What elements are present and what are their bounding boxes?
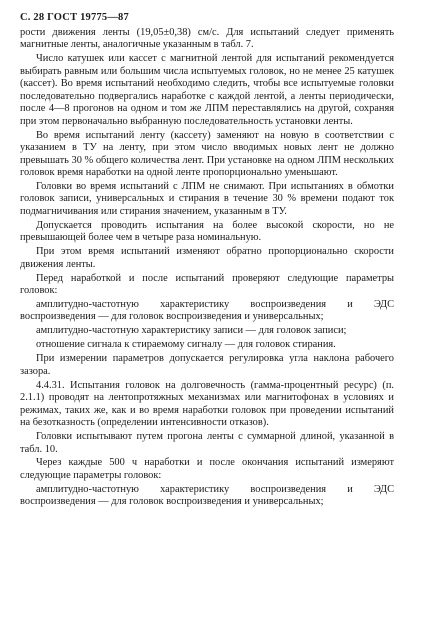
paragraph: При этом время испытаний изменяют обратно пропорционально скорости движения ленты. bbox=[20, 246, 394, 270]
paragraph: Головки во время испытаний с ЛПМ не снимают. При испытаниях в обмотки головок записи, универсальных и стирания в течение 30 % времени подают ток подмагничивания или стирания значением, указанным в ТУ. bbox=[20, 180, 394, 217]
paragraph: амплитудно-частотную характеристику воспроизведения и ЭДС воспроизведения — для головок воспроизведения и универсальных; bbox=[20, 299, 394, 323]
paragraph: Перед наработкой и после испытаний проверяют следующие параметры головок: bbox=[20, 272, 394, 297]
body-text bbox=[20, 27, 394, 509]
paragraph: рости движения ленты (19,05±0,38) см/с. Для испытаний следует применять магнитные ленты, аналогичные указанным в табл. 7. bbox=[20, 27, 394, 51]
paragraph: Число катушек или кассет с магнитной лентой для испытаний рекомендуется выбирать равным или большим числа испытуемых головок, но не менее 25 катушек (кассет). Во время испытаний необходимо следить, чтобы все испытуемые головки последовательно подвергались наработке с каждой лентой, а ленты периодически, после 4—8 прогонов на одном и том же ЛПМ переставлялись на другой, сохраняя при этом первоначально выбранную последовательность установки ленты. bbox=[20, 53, 394, 127]
section-paragraph: 4.4.31. Испытания головок на долговечность (гамма-процентный ресурс) (п. 2.1.1) проводят на лентопротяжных механизмах или магнитофонах в условиях и режимах, таких же, как и во время наработки головок при проведении испытаний на безотказность (определении интенсивности отказов). bbox=[20, 379, 394, 429]
paragraph: амплитудно-частотную характеристику воспроизведения и ЭДС воспроизведения — для головок воспроизведения и универсальных; bbox=[20, 483, 394, 508]
paragraph: Допускается проводить испытания на более высокой скорости, но не превышающей более чем в четыре раза номинальную. bbox=[20, 219, 394, 244]
page-header bbox=[20, 12, 394, 23]
paragraph: Головки испытывают путем прогона ленты с суммарной длиной, указанной в табл. 10. bbox=[20, 431, 394, 455]
paragraph: Во время испытаний ленту (кассету) заменяют на новую в соответствии с указанием в ТУ на ленту, при этом число вводимых новых лент не должно превышать 30 % общего количества лент. При установке на одном ЛПМ нескольких головок время наработки на одной ленте пропорционально уменьшают. bbox=[20, 129, 394, 178]
paragraph: отношение сигнала к стираемому сигналу — для головок стирания. bbox=[36, 339, 336, 351]
paragraph: Через каждые 500 ч наработки и после окончания испытаний измеряют следующие параметры головок: bbox=[20, 457, 394, 481]
paragraph: При измерении параметров допускается регулировка угла наклона рабочего зазора. bbox=[20, 353, 394, 377]
page-number: С. 28 bbox=[20, 12, 45, 23]
standard-designation: ГОСТ 19775—87 bbox=[47, 12, 129, 23]
paragraph: амплитудно-частотную характеристику записи — для головок записи; bbox=[36, 325, 347, 337]
